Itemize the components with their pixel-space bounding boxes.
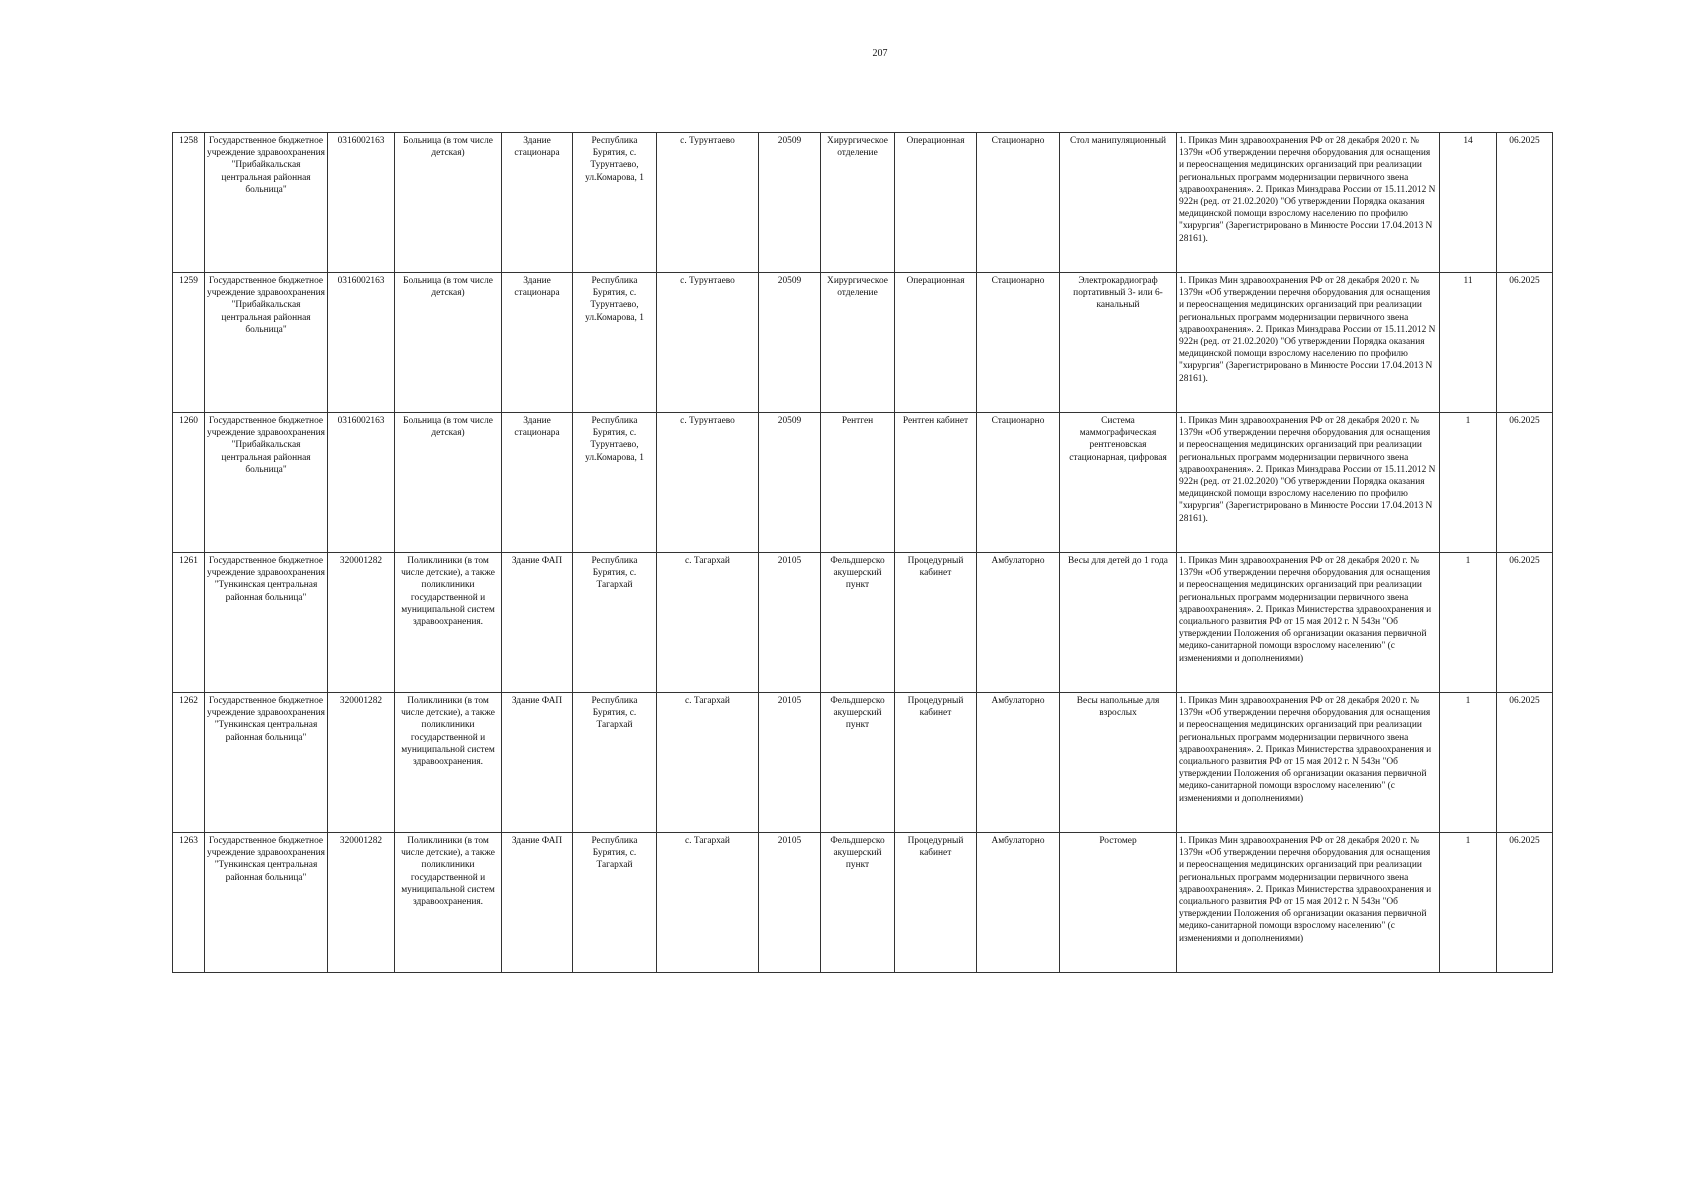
table-row [173,413,1553,553]
care-mode: Амбулаторно [977,693,1060,833]
department: Хирургическое отделение [821,273,895,413]
equipment-name: Весы для детей до 1 года [1060,553,1177,693]
row-number: 1261 [173,553,205,693]
row-number: 1260 [173,413,205,553]
facility-type: Больница (в том числе детская) [395,133,502,273]
quantity: 1 [1440,833,1497,973]
department: Фельдшерско акушерский пункт [821,693,895,833]
organization-name: Государственное бюджетное учреждение здравоохранения "Прибайкальская центральная районная больница" [205,413,328,553]
oktmo-code: 20509 [759,133,821,273]
room: Процедурный кабинет [895,553,977,693]
room: Операционная [895,133,977,273]
delivery-date: 06.2025 [1497,553,1553,693]
oktmo-code: 20105 [759,833,821,973]
table-row [173,833,1553,973]
delivery-date: 06.2025 [1497,693,1553,833]
building-name: Здание стационара [502,133,573,273]
address: Республика Бурятия, с. Тагархай [573,833,657,973]
equipment-name: Стол манипуляционный [1060,133,1177,273]
address: Республика Бурятия, с. Тагархай [573,693,657,833]
address: Республика Бурятия, с. Тагархай [573,553,657,693]
quantity: 1 [1440,553,1497,693]
oktmo-code: 20509 [759,413,821,553]
oktmo-code: 20105 [759,693,821,833]
legal-basis: 1. Приказ Мин здравоохранения РФ от 28 декабря 2020 г. № 1379н «Об утверждении перечня оборудования для оснащения и переоснащения медицинских организаций при реализации региональных программ модернизации первичного звена здравоохранения». 2. Приказ Министерства здравоохранения и социального развития РФ от 15 мая 2012 г. N 543н "Об утверждении Положения об организации оказания первичной медико-санитарной помощи взрослому населению" (с изменениями и дополнениями) [1177,833,1440,973]
equipment-name: Весы напольные для взрослых [1060,693,1177,833]
room: Процедурный кабинет [895,833,977,973]
legal-basis: 1. Приказ Мин здравоохранения РФ от 28 декабря 2020 г. № 1379н «Об утверждении перечня оборудования для оснащения и переоснащения медицинских организаций при реализации региональных программ модернизации первичного звена здравоохранения». 2. Приказ Минздрава России от 15.11.2012 N 922н (ред. от 21.02.2020) "Об утверждении Порядка оказания медицинской помощи взрослому населению по профилю "хирургия" (Зарегистрировано в Минюсте России 17.04.2013 N 28161). [1177,133,1440,273]
building-name: Здание стационара [502,413,573,553]
table-row [173,553,1553,693]
equipment-name: Ростомер [1060,833,1177,973]
table-row [173,133,1553,273]
care-mode: Амбулаторно [977,833,1060,973]
delivery-date: 06.2025 [1497,833,1553,973]
delivery-date: 06.2025 [1497,273,1553,413]
equipment-name: Система маммографическая рентгеновская стационарная, цифровая [1060,413,1177,553]
equipment-table [172,132,1553,973]
organization-code: 320001282 [328,553,395,693]
locality: с. Тагархай [657,553,759,693]
facility-type: Поликлиники (в том числе детские), а также поликлиники государственной и муниципальной систем здравоохранения. [395,553,502,693]
table-row [173,693,1553,833]
organization-name: Государственное бюджетное учреждение здравоохранения "Тункинская центральная районная больница" [205,693,328,833]
organization-code: 0316002163 [328,273,395,413]
building-name: Здание ФАП [502,693,573,833]
locality: с. Турунтаево [657,413,759,553]
care-mode: Стационарно [977,133,1060,273]
organization-code: 0316002163 [328,133,395,273]
building-name: Здание стационара [502,273,573,413]
department: Фельдшерско акушерский пункт [821,553,895,693]
organization-code: 320001282 [328,693,395,833]
facility-type: Поликлиники (в том числе детские), а также поликлиники государственной и муниципальной систем здравоохранения. [395,693,502,833]
organization-code: 320001282 [328,833,395,973]
address: Республика Бурятия, с. Турунтаево, ул.Комарова, 1 [573,133,657,273]
room: Операционная [895,273,977,413]
row-number: 1258 [173,133,205,273]
locality: с. Тагархай [657,833,759,973]
quantity: 1 [1440,693,1497,833]
organization-name: Государственное бюджетное учреждение здравоохранения "Тункинская центральная районная больница" [205,553,328,693]
table-row [173,273,1553,413]
legal-basis: 1. Приказ Мин здравоохранения РФ от 28 декабря 2020 г. № 1379н «Об утверждении перечня оборудования для оснащения и переоснащения медицинских организаций при реализации региональных программ модернизации первичного звена здравоохранения». 2. Приказ Министерства здравоохранения и социального развития РФ от 15 мая 2012 г. N 543н "Об утверждении Положения об организации оказания первичной медико-санитарной помощи взрослому населению" (с изменениями и дополнениями) [1177,553,1440,693]
equipment-name: Электрокардиограф портативный 3- или 6-канальный [1060,273,1177,413]
legal-basis: 1. Приказ Мин здравоохранения РФ от 28 декабря 2020 г. № 1379н «Об утверждении перечня оборудования для оснащения и переоснащения медицинских организаций при реализации региональных программ модернизации первичного звена здравоохранения». 2. Приказ Минздрава России от 15.11.2012 N 922н (ред. от 21.02.2020) "Об утверждении Порядка оказания медицинской помощи взрослому населению по профилю "хирургия" (Зарегистрировано в Минюсте России 17.04.2013 N 28161). [1177,273,1440,413]
room: Процедурный кабинет [895,693,977,833]
row-number: 1263 [173,833,205,973]
building-name: Здание ФАП [502,553,573,693]
facility-type: Больница (в том числе детская) [395,273,502,413]
department: Рентген [821,413,895,553]
row-number: 1259 [173,273,205,413]
row-number: 1262 [173,693,205,833]
organization-name: Государственное бюджетное учреждение здравоохранения "Тункинская центральная районная больница" [205,833,328,973]
care-mode: Стационарно [977,413,1060,553]
quantity: 14 [1440,133,1497,273]
department: Хирургическое отделение [821,133,895,273]
organization-code: 0316002163 [328,413,395,553]
care-mode: Амбулаторно [977,553,1060,693]
oktmo-code: 20105 [759,553,821,693]
locality: с. Тагархай [657,693,759,833]
oktmo-code: 20509 [759,273,821,413]
organization-name: Государственное бюджетное учреждение здравоохранения "Прибайкальская центральная районная больница" [205,133,328,273]
care-mode: Стационарно [977,273,1060,413]
delivery-date: 06.2025 [1497,413,1553,553]
department: Фельдшерско акушерский пункт [821,833,895,973]
legal-basis: 1. Приказ Мин здравоохранения РФ от 28 декабря 2020 г. № 1379н «Об утверждении перечня оборудования для оснащения и переоснащения медицинских организаций при реализации региональных программ модернизации первичного звена здравоохранения». 2. Приказ Минздрава России от 15.11.2012 N 922н (ред. от 21.02.2020) "Об утверждении Порядка оказания медицинской помощи взрослому населению по профилю "хирургия" (Зарегистрировано в Минюсте России 17.04.2013 N 28161). [1177,413,1440,553]
legal-basis: 1. Приказ Мин здравоохранения РФ от 28 декабря 2020 г. № 1379н «Об утверждении перечня оборудования для оснащения и переоснащения медицинских организаций при реализации региональных программ модернизации первичного звена здравоохранения». 2. Приказ Министерства здравоохранения и социального развития РФ от 15 мая 2012 г. N 543н "Об утверждении Положения об организации оказания первичной медико-санитарной помощи взрослому населению" (с изменениями и дополнениями) [1177,693,1440,833]
facility-type: Поликлиники (в том числе детские), а также поликлиники государственной и муниципальной систем здравоохранения. [395,833,502,973]
address: Республика Бурятия, с. Турунтаево, ул.Комарова, 1 [573,273,657,413]
facility-type: Больница (в том числе детская) [395,413,502,553]
quantity: 11 [1440,273,1497,413]
locality: с. Турунтаево [657,273,759,413]
room: Рентген кабинет [895,413,977,553]
organization-name: Государственное бюджетное учреждение здравоохранения "Прибайкальская центральная районная больница" [205,273,328,413]
building-name: Здание ФАП [502,833,573,973]
page-number: 207 [872,48,888,59]
locality: с. Турунтаево [657,133,759,273]
address: Республика Бурятия, с. Турунтаево, ул.Комарова, 1 [573,413,657,553]
quantity: 1 [1440,413,1497,553]
delivery-date: 06.2025 [1497,133,1553,273]
